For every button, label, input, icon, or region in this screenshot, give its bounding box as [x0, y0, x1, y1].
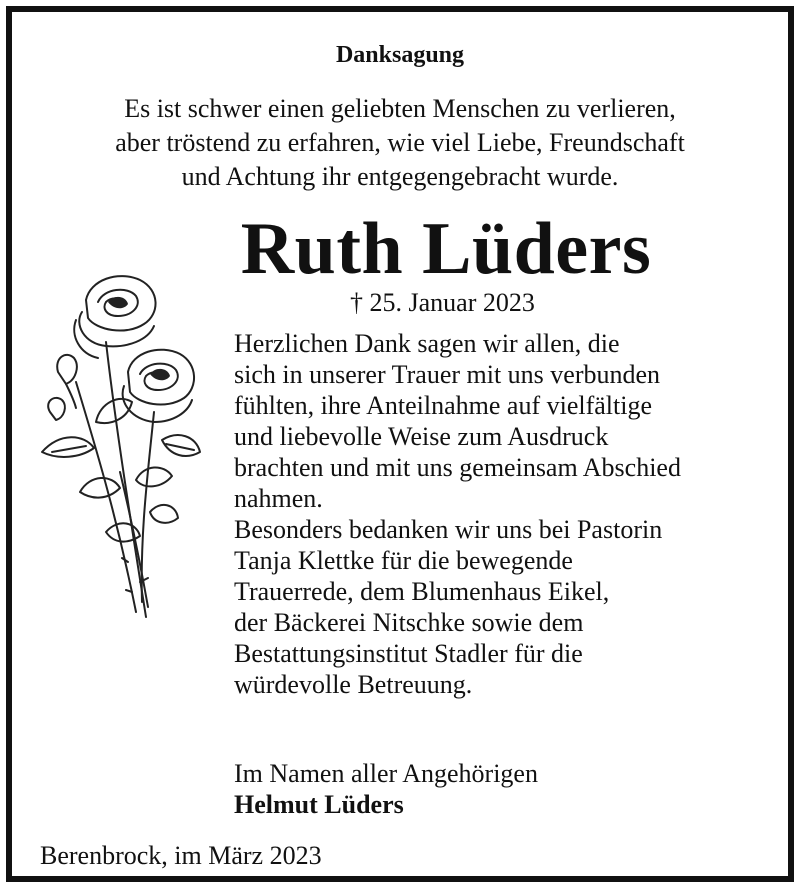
- thanks-line: Tanja Klettke für die bewegende: [234, 546, 573, 575]
- death-date: † 25. Januar 2023: [350, 288, 535, 317]
- thanks-line: Trauerrede, dem Blumenhaus Eikel,: [234, 577, 610, 606]
- place-date: Berenbrock, im März 2023: [40, 841, 322, 870]
- intro-line: aber tröstend zu erfahren, wie viel Liebe, Freundschaft: [115, 128, 685, 157]
- thanks-line: Besonders bedanken wir uns bei Pastorin: [234, 515, 663, 544]
- roses-drawing-icon: [36, 262, 208, 632]
- signer-name: Helmut Lüders: [234, 790, 404, 819]
- closing-line: Im Namen aller Angehörigen: [234, 759, 538, 788]
- deceased-name: Ruth Lüders: [240, 208, 652, 290]
- thanks-line: fühlten, ihre Anteilnahme auf vielfältige: [234, 391, 653, 420]
- obituary-frame: [6, 6, 794, 882]
- heading: Danksagung: [335, 42, 465, 68]
- thanks-line: Bestattungsinstitut Stadler für die: [234, 639, 583, 668]
- thanks-text: [234, 328, 681, 700]
- thanks-line: der Bäckerei Nitschke sowie dem: [234, 608, 584, 637]
- thanks-line: würdevolle Betreuung.: [234, 670, 473, 699]
- thanks-line: Herzlichen Dank sagen wir allen, die: [234, 329, 620, 358]
- intro-line: Es ist schwer einen geliebten Menschen zu verlieren,: [124, 94, 676, 123]
- intro-text: [12, 92, 788, 194]
- thanks-line: sich in unserer Trauer mit uns verbunden: [234, 360, 661, 389]
- intro-line: und Achtung ihr entgegengebracht wurde.: [181, 162, 619, 191]
- thanks-line: brachten und mit uns gemeinsam Abschied: [234, 453, 681, 482]
- closing-block: [234, 758, 538, 820]
- thanks-line: nahmen.: [234, 484, 323, 513]
- thanks-line: und liebevolle Weise zum Ausdruck: [234, 422, 609, 451]
